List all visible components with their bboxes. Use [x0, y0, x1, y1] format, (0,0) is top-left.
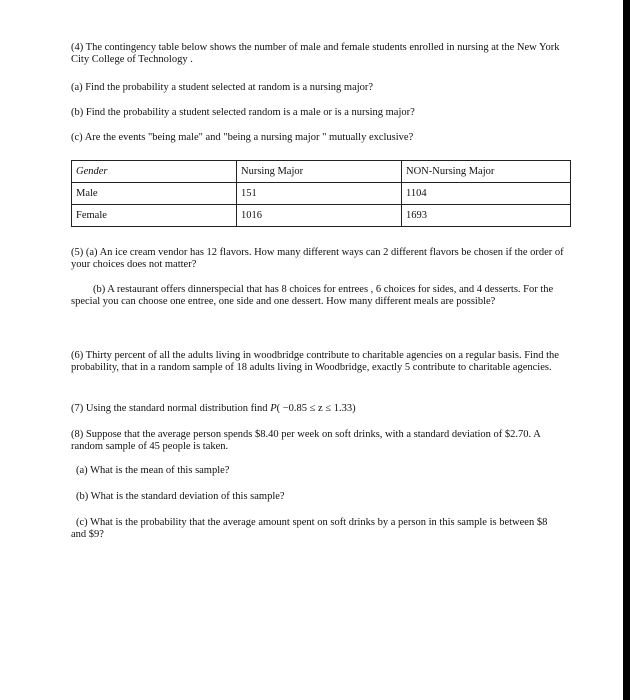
cell-male-nursing: 151 [237, 183, 402, 205]
right-edge-border [623, 0, 630, 700]
q8-intro: (8) Suppose that the average person spends $8.40 per week on soft drinks, with a standard deviation of $2.70. A random sample of 45 people is taken. [71, 429, 541, 452]
q7-expr-p: P [270, 403, 277, 414]
table-row [72, 183, 571, 205]
header-nursing-major: Nursing Major [237, 161, 402, 183]
q8-part-c: (c) What is the probability that the average amount spent on soft drinks by a person in this sample is between $8 and $9? [71, 517, 548, 540]
table-row [72, 205, 571, 227]
q6-text: (6) Thirty percent of all the adults living in woodbridge contribute to charitable agencies on a regular basis. Find the probability, that in a random sample of 18 adults living in Woodbridge, exactly 5 contribute to charitable agencies. [71, 350, 559, 373]
header-gender: Gender [72, 161, 237, 183]
q4-part-a: (a) Find the probability a student selected at random is a nursing major? [71, 82, 374, 93]
q4-part-c: (c) Are the events "being male" and "being a nursing major " mutually exclusive? [71, 132, 414, 143]
q7-label: (7) Using the standard normal distribution find [71, 403, 268, 414]
q8-part-b: (b) What is the standard deviation of this sample? [76, 491, 285, 502]
q8-part-a: (a) What is the mean of this sample? [76, 465, 230, 476]
contingency-table [71, 160, 571, 227]
q7-text [71, 403, 561, 415]
cell-female-non-nursing: 1693 [402, 205, 571, 227]
q7-expr-rest: ( −0.85 ≤ z ≤ 1.33) [276, 403, 356, 414]
row-label-female: Female [72, 205, 237, 227]
row-label-male: Male [72, 183, 237, 205]
q4-intro: (4) The contingency table below shows the number of male and female students enrolled in nursing at the New York City College of Technology . [71, 42, 560, 65]
q4-part-b: (b) Find the probability a student selected random is a male or is a nursing major? [71, 107, 415, 118]
cell-male-non-nursing: 1104 [402, 183, 571, 205]
cell-female-nursing: 1016 [237, 205, 402, 227]
header-non-nursing-major: NON-Nursing Major [402, 161, 571, 183]
q5-part-b: (b) A restaurant offers dinnerspecial that has 8 choices for entrees , 6 choices for sides, and 4 desserts. For the special you can choose one entree, one side and one dessert. How many different meals are possible? [71, 284, 554, 307]
table-header-row [72, 161, 571, 183]
q5-part-a: (5) (a) An ice cream vendor has 12 flavors. How many different ways can 2 different flavors be chosen if the order of your choices does not matter? [71, 247, 564, 270]
